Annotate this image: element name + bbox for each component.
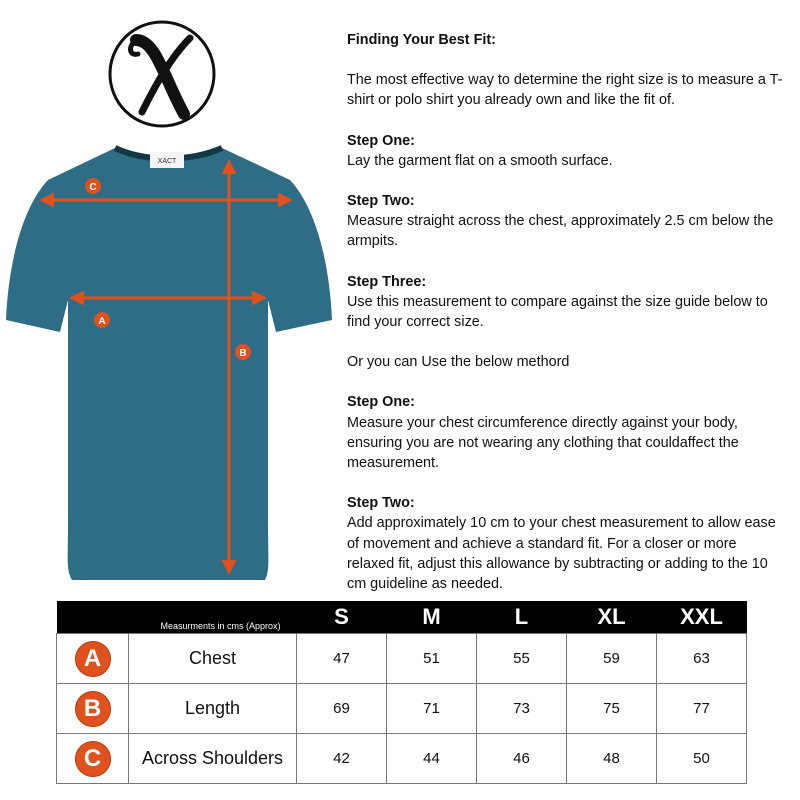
table-cell: 51	[387, 634, 477, 684]
table-cell: 55	[477, 634, 567, 684]
guide-title: Finding Your Best Fit:	[347, 32, 496, 48]
shirt-tag: XACT	[157, 158, 177, 165]
table-cell: 47	[297, 634, 387, 684]
table-cell: 46	[477, 734, 567, 784]
size-header-m: M	[387, 601, 477, 634]
marker-a-label: A	[98, 316, 106, 327]
table-cell: 77	[657, 684, 747, 734]
body-step-2-title: Step Two:	[347, 495, 415, 512]
badge-c: C	[75, 741, 111, 777]
flat-step-1-title: Step One:	[347, 132, 415, 149]
row-label: Chest	[129, 634, 297, 684]
table-row	[57, 684, 747, 734]
table-cell: 75	[567, 684, 657, 734]
tshirt-body	[6, 148, 332, 580]
size-header-l: L	[477, 601, 567, 634]
table-cell: 44	[387, 734, 477, 784]
badge-a: A	[75, 641, 111, 677]
fit-guide	[347, 30, 787, 594]
row-label: Length	[129, 684, 297, 734]
body-step-1-title: Step One:	[347, 394, 415, 411]
tshirt-measurement-diagram	[0, 140, 340, 590]
guide-intro: The most effective way to determine the right size is to measure a T-shirt or polo shirt you already own and like the fit of.	[347, 72, 783, 109]
size-header-xxl: XXL	[657, 601, 747, 634]
table-cell: 42	[297, 734, 387, 784]
table-row	[57, 634, 747, 684]
table-cell: 48	[567, 734, 657, 784]
table-header-row	[57, 601, 747, 634]
flat-step-1-text: Lay the garment flat on a smooth surface.	[347, 152, 613, 169]
table-row	[57, 734, 747, 784]
body-step-2-text: Add approximately 10 cm to your chest measurement to allow ease of movement and achieve a standard fit. For a closer or more relaxed fit, adjust this allowance by subtracting or adding to the 10 cm guideline as needed.	[347, 515, 776, 593]
flat-step-3-text: Use this measurement to compare against the size guide below to find your correct size.	[347, 293, 768, 331]
table-cell: 50	[657, 734, 747, 784]
table-cell: 71	[387, 684, 477, 734]
size-chart-table	[56, 601, 747, 784]
flat-step-2-title: Step Two:	[347, 193, 415, 210]
body-step-1-text: Measure your chest circumference directly against your body, ensuring you are not wearing any clothing that couldaffect the measurement.	[347, 414, 739, 472]
flat-step-2-text: Measure straight across the chest, approximately 2.5 cm below the armpits.	[347, 213, 774, 250]
row-label: Across Shoulders	[129, 734, 297, 784]
alternative-method: Or you can Use the below methord	[347, 354, 570, 371]
marker-b-label: B	[239, 348, 247, 359]
flat-step-3-title: Step Three:	[347, 273, 427, 290]
table-cell: 73	[477, 684, 567, 734]
table-caption: Measurments in cms (Approx)	[57, 601, 297, 634]
brand-logo	[106, 18, 218, 130]
table-cell: 69	[297, 684, 387, 734]
table-cell: 59	[567, 634, 657, 684]
table-cell: 63	[657, 634, 747, 684]
marker-c-label: C	[89, 182, 97, 193]
size-header-xl: XL	[567, 601, 657, 634]
badge-b: B	[75, 691, 111, 727]
size-header-s: S	[297, 601, 387, 634]
